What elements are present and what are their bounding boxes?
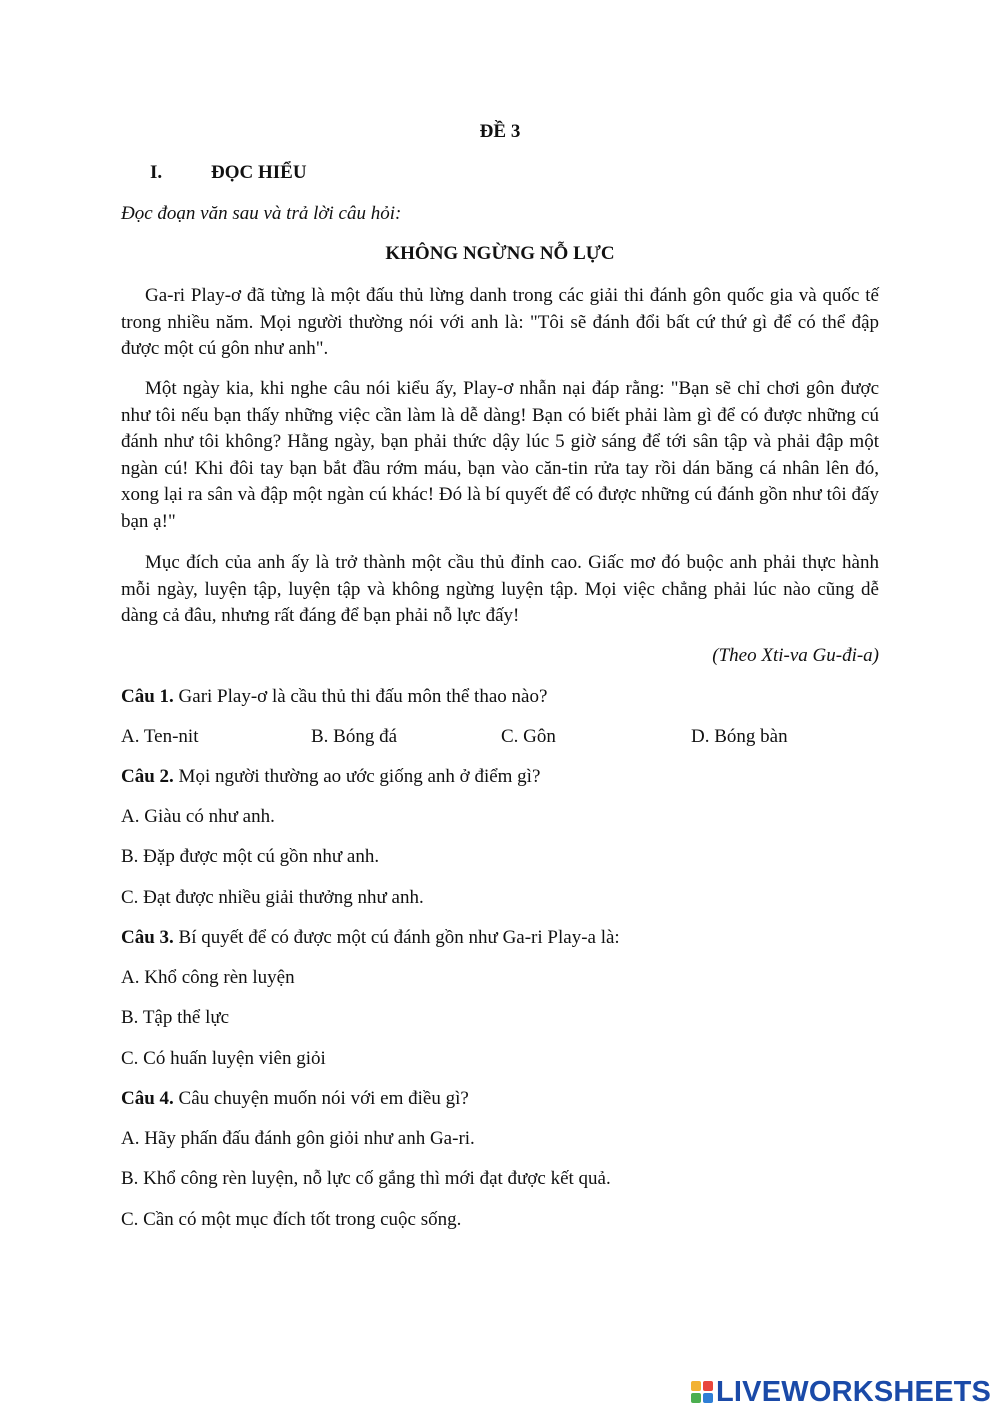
- question-text: Gari Play-ơ là cầu thủ thi đấu môn thể thao nào?: [173, 686, 548, 707]
- instruction: Đọc đoạn văn sau và trả lời câu hỏi:: [121, 203, 402, 224]
- question-3: [121, 927, 620, 949]
- question-label: Câu 1.: [121, 686, 174, 707]
- logo-square-2: [703, 1381, 713, 1391]
- option-2c[interactable]: C. Đạt được nhiều giải thưởng như anh.: [121, 887, 424, 908]
- source-citation: (Theo Xti-va Gu-đi-a): [712, 645, 879, 666]
- logo-square-1: [691, 1381, 701, 1391]
- page-title: ĐỀ 3: [479, 121, 521, 142]
- option-4b[interactable]: B. Khổ công rèn luyện, nỗ lực cố gắng thì mới đạt được kết quả.: [121, 1168, 611, 1189]
- story-title: KHÔNG NGỪNG NỖ LỰC: [385, 243, 615, 264]
- passage-paragraph-1: Ga-ri Play-ơ đã từng là một đấu thủ lừng danh trong các giải thi đánh gôn quốc gia và quốc tế trong nhiều năm. Mọi người thường nói với anh là: "Tôi sẽ đánh đổi bất cứ thứ gì để có thể đập được một cú gôn như anh".: [121, 285, 879, 359]
- question-4: [121, 1088, 469, 1110]
- option-1b[interactable]: B. Bóng đá: [311, 726, 398, 747]
- section-number: I.: [150, 162, 163, 183]
- liveworksheets-logo: [691, 1375, 992, 1408]
- logo-text: LIVEWORKSHEETS: [716, 1375, 992, 1408]
- option-1d[interactable]: D. Bóng bàn: [691, 726, 788, 747]
- question-text: Câu chuyện muốn nói với em điều gì?: [173, 1088, 469, 1109]
- option-3a[interactable]: A. Khổ công rèn luyện: [121, 967, 295, 988]
- option-2b[interactable]: B. Đặp được một cú gồn như anh.: [121, 846, 380, 867]
- passage-paragraph-3: Mục đích của anh ấy là trở thành một cầu thủ đỉnh cao. Giấc mơ đó buộc anh phải thực hành mỗi ngày, luyện tập, luyện tập và không ngừng luyện tập. Mọi việc chẳng phải lúc nào cũng dễ dàng cả đâu, nhưng rất đáng để bạn phải nỗ lực đấy!: [121, 552, 879, 626]
- option-1a[interactable]: A. Ten-nit: [121, 726, 199, 747]
- option-3c[interactable]: C. Có huấn luyện viên giỏi: [121, 1048, 326, 1069]
- option-4a[interactable]: A. Hãy phấn đấu đánh gôn giỏi như anh Ga-ri.: [121, 1128, 475, 1149]
- question-text: Bí quyết để có được một cú đánh gồn như Ga-ri Play-a là:: [173, 927, 620, 948]
- logo-square-4: [703, 1393, 713, 1403]
- passage-paragraph-2: Một ngày kia, khi nghe câu nói kiểu ấy, Play-ơ nhẫn nại đáp rằng: "Bạn sẽ chỉ chơi gôn được như tôi nếu bạn thấy những việc cần làm là dễ dàng! Bạn có biết phải làm gì để có được những cú đánh như tôi không? Hằng ngày, bạn phải thức dậy lúc 5 giờ sáng để tới sân tập và phải đập một ngàn cú! Khi đôi tay bạn bắt đầu rớm máu, bạn vào căn-tin rửa tay rồi dán băng cá nhân lên đó, xong lại ra sân và đập một ngàn cú khác! Đó là bí quyết để có được những cú đánh gồn như tôi đấy bạn ạ!": [121, 378, 879, 532]
- logo-square-3: [691, 1393, 701, 1403]
- question-label: Câu 2.: [121, 766, 174, 787]
- question-2: [121, 766, 540, 788]
- option-4c[interactable]: C. Cần có một mục đích tốt trong cuộc sống.: [121, 1209, 462, 1230]
- question-text: Mọi người thường ao ước giống anh ở điểm gì?: [173, 766, 541, 787]
- option-3b[interactable]: B. Tập thể lực: [121, 1007, 230, 1028]
- section-title: ĐỌC HIỂU: [211, 162, 307, 183]
- option-2a[interactable]: A. Giàu có như anh.: [121, 806, 275, 827]
- option-1c[interactable]: C. Gôn: [501, 726, 556, 747]
- logo-grid-icon: [691, 1381, 713, 1403]
- question-label: Câu 3.: [121, 927, 174, 948]
- question-1: [121, 686, 547, 708]
- question-label: Câu 4.: [121, 1088, 174, 1109]
